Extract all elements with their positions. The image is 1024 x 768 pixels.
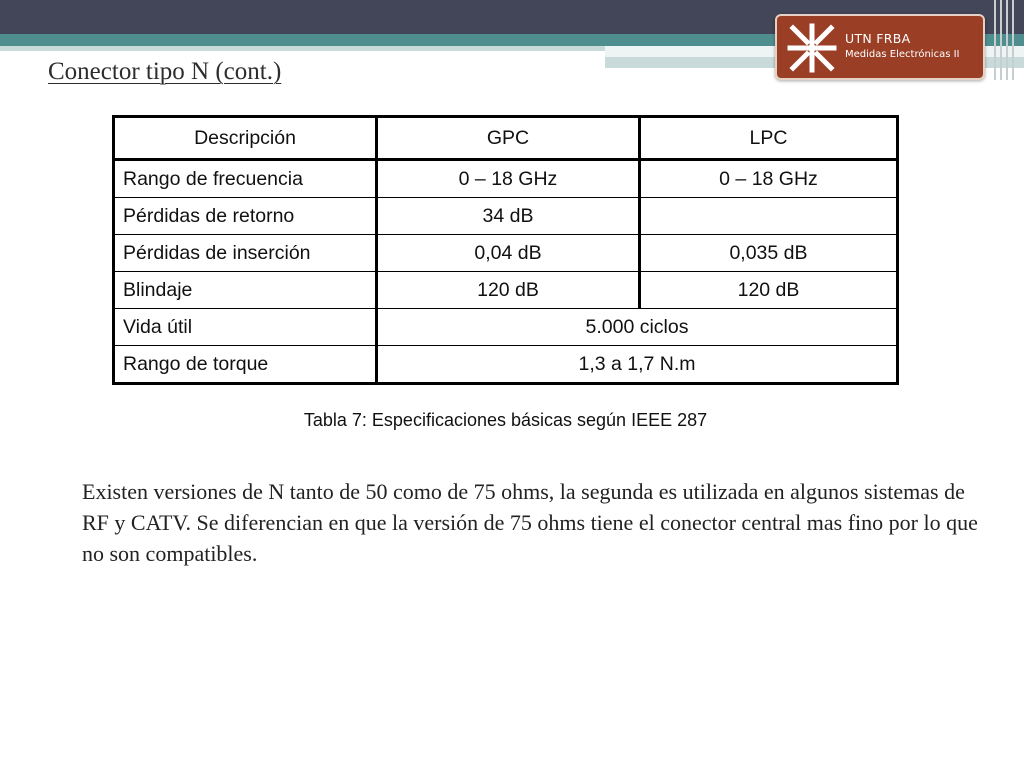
row-label: Rango de frecuencia [114, 160, 377, 198]
row-label: Pérdidas de retorno [114, 198, 377, 235]
header-descripcion: Descripción [114, 117, 377, 160]
decor-line [1006, 0, 1008, 80]
cell-gpc: 34 dB [377, 198, 640, 235]
table-header-row [114, 117, 898, 160]
cell-lpc: 0 – 18 GHz [640, 160, 898, 198]
utn-logo [775, 14, 985, 80]
cell-gpc: 120 dB [377, 272, 640, 309]
spec-table [112, 115, 899, 385]
decor-line [1000, 0, 1002, 80]
header-stripe-light [0, 46, 605, 51]
table-row [114, 346, 898, 384]
table-row [114, 235, 898, 272]
decor-line [994, 0, 996, 80]
row-label: Pérdidas de inserción [114, 235, 377, 272]
table-row [114, 160, 898, 198]
decor-line [1012, 0, 1014, 80]
body-paragraph: Existen versiones de N tanto de 50 como de 75 ohms, la segunda es utilizada en algunos sistemas de RF y CATV. Se diferencian en que la versión de 75 ohms tiene el conector central mas fino por lo que no son compatibles. [82, 479, 978, 566]
table-row [114, 272, 898, 309]
header-gpc: GPC [377, 117, 640, 160]
cell-gpc: 0 – 18 GHz [377, 160, 640, 198]
cell-gpc: 0,04 dB [377, 235, 640, 272]
row-label: Rango de torque [114, 346, 377, 384]
table-row [114, 198, 898, 235]
logo-title: UTN FRBA [845, 31, 911, 46]
logo-subtitle: Medidas Electrónicas II [845, 49, 960, 60]
cell-lpc: 0,035 dB [640, 235, 898, 272]
cell-merged: 1,3 a 1,7 N.m [377, 346, 898, 384]
row-label: Blindaje [114, 272, 377, 309]
cell-lpc [640, 198, 898, 235]
table-row [114, 309, 898, 346]
table-caption: Tabla 7: Especificaciones básicas según IEEE 287 [303, 410, 708, 430]
utn-emblem-icon [785, 22, 839, 74]
header-lpc: LPC [640, 117, 898, 160]
cell-merged: 5.000 ciclos [377, 309, 898, 346]
row-label: Vida útil [114, 309, 377, 346]
cell-lpc: 120 dB [640, 272, 898, 309]
page-title: Conector tipo N (cont.) [48, 58, 282, 85]
